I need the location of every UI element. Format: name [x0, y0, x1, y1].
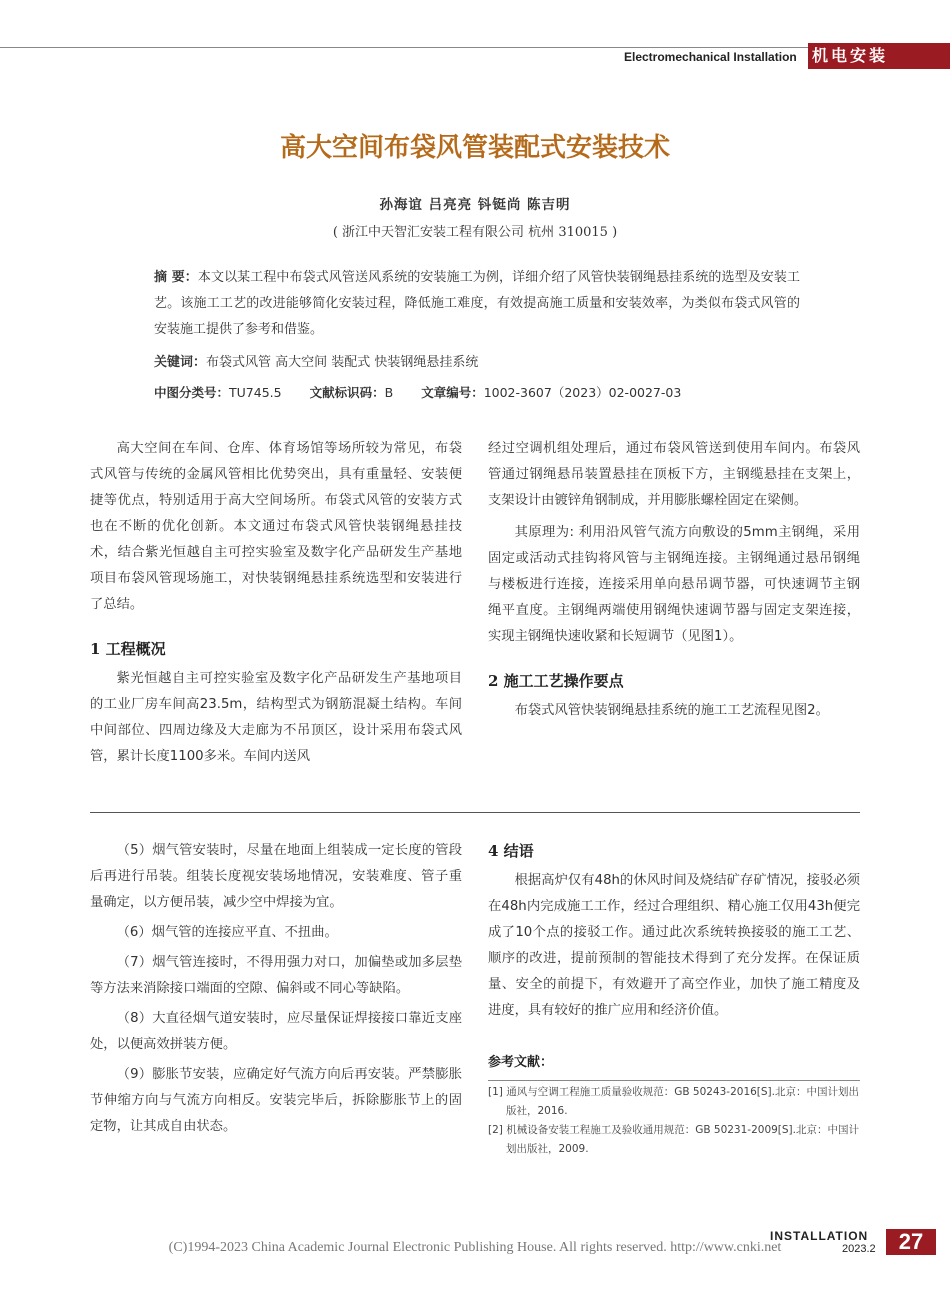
references-title: 参考文献： [488, 1055, 554, 1070]
reference-item: [2] 机械设备安装工程施工及验收通用规范：GB 50231-2009[S].北京：中国计划出版社，2009. [488, 1124, 859, 1155]
page-number: 27 [886, 1229, 936, 1255]
doc-code-value: B [384, 385, 394, 400]
footer-issue: 2023.2 [842, 1243, 876, 1255]
references-rule [488, 1080, 860, 1081]
section-1-paragraph: 紫光恒越自主可控实验室及数字化产品研发生产基地项目的工业厂房车间高23.5m，结构型式为钢筋混凝土结构。车间中间部位、四周边缘及大走廊为不吊顶区，设计采用布袋式风管，累计长度1100多米。车间内送风 [90, 671, 462, 764]
journal-name-cn: 机电安装 [808, 43, 950, 69]
list-item: （6）烟气管的连接应平直、不扭曲。 [116, 925, 338, 940]
clc-value: TU745.5 [229, 385, 282, 400]
article-authors: 孙海谊 吕亮亮 钭铤尚 陈吉明 [379, 197, 571, 213]
keywords-label: 关键词： [154, 355, 207, 370]
article-affiliation: ( 浙江中天智汇安装工程有限公司 杭州 310015 ) [332, 225, 618, 240]
section-2-paragraph: 布袋式风管快装钢绳悬挂系统的施工工艺流程见图2。 [514, 703, 829, 718]
classification [154, 382, 681, 404]
keywords [154, 352, 478, 374]
lower-right-column [488, 838, 860, 1159]
doc-code-label: 文献标识码： [309, 385, 385, 400]
section-2-heading: 2 施工工艺操作要点 [488, 672, 624, 690]
article-no-label: 文章编号： [421, 385, 484, 400]
journal-name-en: Electromechanical Installation [624, 50, 797, 64]
article-no-value: 1002-3607（2023）02-0027-03 [483, 385, 682, 400]
abstract-label: 摘 要： [154, 270, 198, 285]
reference-item: [1] 通风与空调工程施工质量验收规范：GB 50243-2016[S].北京：中国计划出版社，2016. [488, 1086, 859, 1117]
continued-paragraph: 经过空调机组处理后，通过布袋风管送到使用车间内。布袋风管通过钢绳悬吊装置悬挂在顶板下方，主钢缆悬挂在支架上，支架设计由镀锌角钢制成，并用膨胀螺栓固定在梁侧。 [488, 441, 860, 508]
abstract [154, 265, 800, 343]
principle-paragraph: 其原理为: 利用沿风管气流方向敷设的5mm主钢绳，采用固定或活动式挂钩将风管与主钢绳连接。主钢绳通过悬吊钢绳与楼板进行连接，连接采用单向悬吊调节器，可快速调节主钢绳平直度。主钢绳两端使用钢绳快速调节器与固定支架连接，实现主钢绳快速收紧和长短调节（见图1）。 [488, 525, 860, 644]
list-item: （9）膨胀节安装，应确定好气流方向后再安装。严禁膨胀节伸缩方向与气流方向相反。安装完毕后，拆除膨胀节上的固定物，让其成自由状态。 [90, 1067, 462, 1134]
abstract-text: 本文以某工程中布袋式风管送风系统的安装施工为例，详细介绍了风管快装钢绳悬挂系统的选型及安装工艺。该施工工艺的改进能够简化安装过程，降低施工难度，有效提高施工质量和安装效率，为类似布袋式风管的安装施工提供了参考和借鉴。 [154, 270, 800, 337]
section-1-heading: 1 工程概况 [90, 640, 166, 658]
intro-paragraph: 高大空间在车间、仓库、体育场馆等场所较为常见，布袋式风管与传统的金属风管相比优势突出，具有重量轻、安装便捷等优点，特别适用于高大空间场所。布袋式风管的安装方式也在不断的优化创新。本文通过布袋式风管快装钢绳悬挂技术，结合紫光恒越自主可控实验室及数字化产品研发生产基地项目布袋风管现场施工，对快装钢绳悬挂系统选型和安装进行了总结。 [90, 441, 462, 612]
section-4-heading: 4 结语 [488, 842, 534, 860]
section-4-paragraph: 根据高炉仅有48h的休风时间及烧结矿存矿情况，接驳必须在48h内完成施工工作，经过合理组织、精心施工仅用43h便完成了10个点的接驳工作。通过此次系统转换接驳的施工工艺、顺序的改进，提前预制的智能技术得到了充分发挥。在保证质量、安全的前提下，有效避开了高空作业，加快了施工精度及进度，具有较好的推广应用和经济价值。 [488, 873, 860, 1018]
lower-left-column [90, 838, 462, 1140]
article-title: 高大空间布袋风管装配式安装技术 [279, 133, 670, 163]
page-divider [90, 812, 860, 813]
keywords-text: 布袋式风管 高大空间 装配式 快装钢绳悬挂系统 [206, 355, 479, 370]
upper-left-column [90, 436, 462, 770]
upper-right-column [488, 436, 860, 724]
list-item: （7）烟气管连接时，不得用强力对口，加偏垫或加多层垫等方法来消除接口端面的空隙、偏斜或不同心等缺陷。 [90, 955, 462, 996]
list-item: （8）大直径烟气道安装时，应尽量保证焊接接口靠近支座处，以便高效拼装方便。 [90, 1011, 462, 1052]
list-item: （5）烟气管安装时，尽量在地面上组装成一定长度的管段后再进行吊装。组装长度视安装场地情况，安装难度、管子重量确定，以方便吊装，减少空中焊接为宜。 [90, 843, 462, 910]
copyright-notice: (C)1994-2023 China Academic Journal Electronic Publishing House. All rights reserved. http://www.cnki.net [168, 1240, 782, 1255]
footer-journal: INSTALLATION [770, 1229, 869, 1243]
clc-label: 中图分类号： [154, 385, 230, 400]
